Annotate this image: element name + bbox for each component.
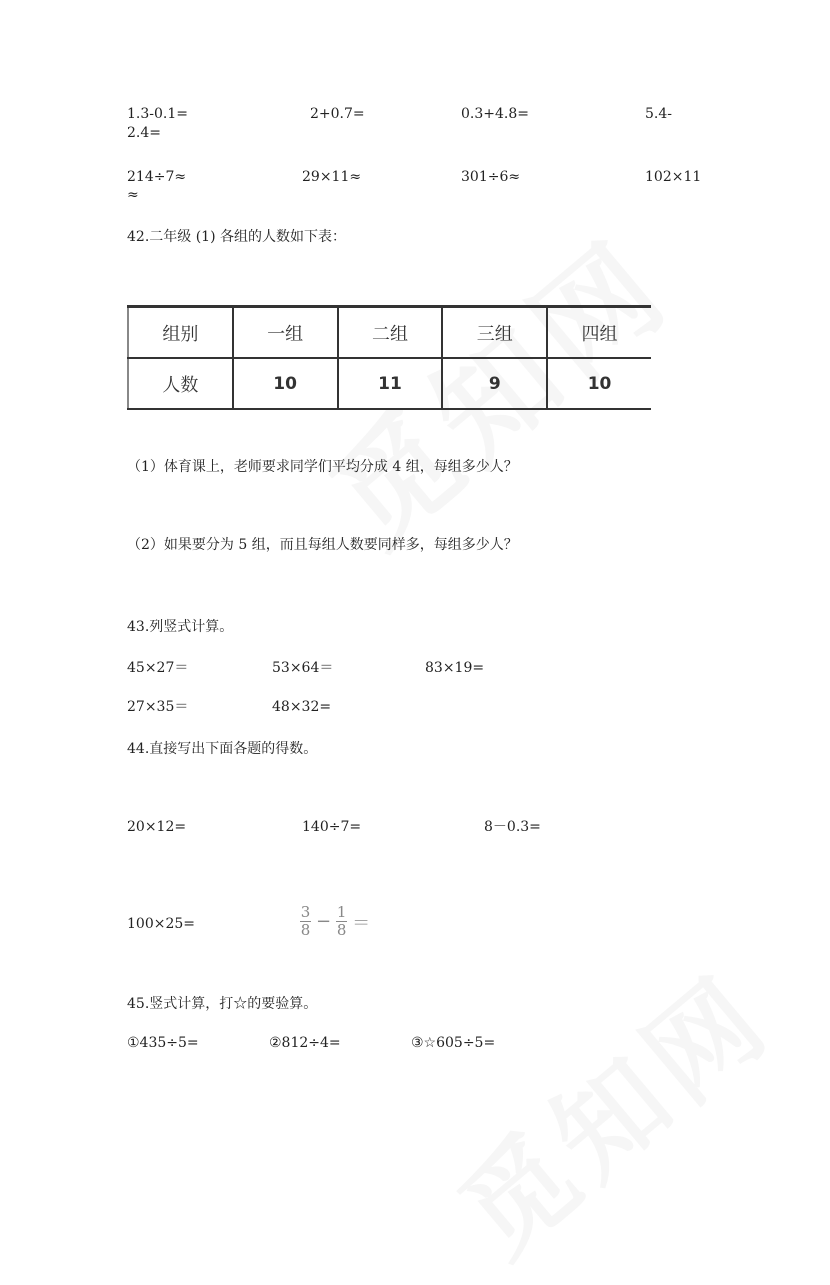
q43-item-5: 48×32= — [272, 699, 332, 715]
q41-item-4: 5.4- — [645, 106, 672, 122]
q41-item-4-wrap: 2.4= — [127, 125, 161, 141]
q42-sub2: （2）如果要分为 5 组，而且每组人数要同样多，每组多少人？ — [127, 537, 518, 553]
q45-title: 45.竖式计算，打☆的要验算。 — [127, 996, 318, 1012]
q43-title: 43.列竖式计算。 — [127, 619, 234, 635]
table-cell: 四组 — [547, 307, 651, 359]
q41-item-8-wrap: ≈ — [127, 187, 139, 203]
table-header-row — [128, 307, 651, 359]
table-cell: 10 — [233, 358, 338, 409]
q41-item-1: 1.3-0.1= — [127, 106, 188, 122]
fraction-a-denominator: 8 — [300, 921, 311, 939]
table-cell: 9 — [442, 358, 547, 409]
table-cell: 二组 — [338, 307, 443, 359]
q41-item-3: 0.3+4.8= — [461, 106, 529, 122]
fraction-b — [336, 905, 347, 938]
q44-item-4: 100×25= — [127, 916, 195, 932]
q41-item-8: 102×11 — [645, 169, 702, 185]
q41-item-7: 301÷6≈ — [461, 169, 521, 185]
table-cell: 一组 — [233, 307, 338, 359]
table-cell: 人数 — [128, 358, 233, 409]
q43-item-3: 83×19= — [425, 660, 485, 676]
q43-item-2: 53×64＝ — [272, 660, 334, 676]
fraction-b-numerator: 1 — [336, 903, 347, 921]
q42-title: 42.二年级 (1) 各组的人数如下表： — [127, 229, 346, 245]
watermark-bottom — [421, 933, 798, 1285]
q41-item-2: 2+0.7= — [310, 106, 365, 122]
q41-item-5: 214÷7≈ — [127, 169, 187, 185]
fraction-expression — [300, 905, 375, 938]
q45-item-3: ③☆605÷5= — [411, 1035, 496, 1051]
table-cell: 组别 — [128, 307, 233, 359]
group-count-table — [127, 305, 651, 410]
table-cell: 10 — [547, 358, 651, 409]
q41-item-6: 29×11≈ — [302, 169, 362, 185]
q44-item-3: 8－0.3= — [484, 819, 541, 835]
fraction-a — [300, 905, 311, 938]
equals-sign: ＝ — [352, 912, 371, 934]
minus-sign: − — [316, 911, 332, 932]
fraction-b-denominator: 8 — [336, 921, 347, 939]
q43-item-1: 45×27＝ — [127, 660, 189, 676]
q45-item-2: ②812÷4= — [269, 1035, 341, 1051]
q44-item-1: 20×12= — [127, 819, 187, 835]
table-row — [128, 358, 651, 409]
table-cell: 三组 — [442, 307, 547, 359]
q44-title: 44.直接写出下面各题的得数。 — [127, 741, 318, 757]
q44-item-2: 140÷7= — [302, 819, 362, 835]
fraction-a-numerator: 3 — [300, 903, 311, 921]
q43-item-4: 27×35＝ — [127, 699, 189, 715]
q42-sub1: （1）体育课上，老师要求同学们平均分成 4 组，每组多少人？ — [127, 459, 518, 475]
table-cell: 11 — [338, 358, 443, 409]
q45-item-1: ①435÷5= — [127, 1035, 199, 1051]
